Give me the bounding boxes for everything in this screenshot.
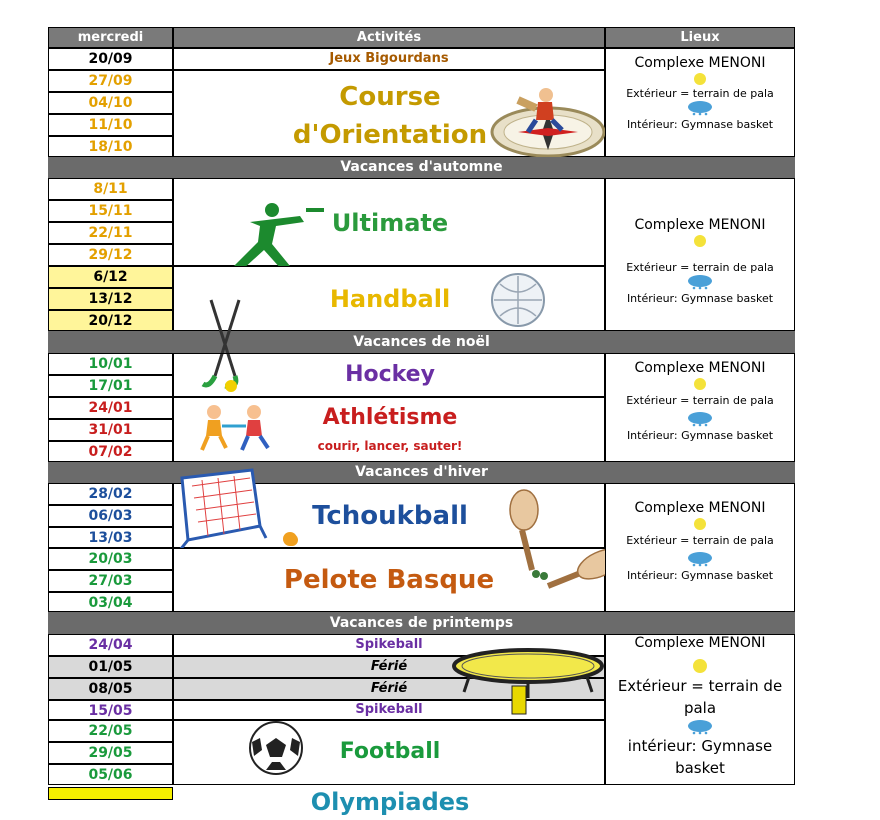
activity-spikeball: Spikeball (173, 700, 605, 720)
location-indoor-b: basket (675, 759, 725, 777)
sun-icon (606, 516, 794, 530)
date-cell: 22/11 (48, 222, 173, 244)
date-cell: 20/12 (48, 310, 173, 331)
date-cell: 13/03 (48, 527, 173, 548)
header-day: mercredi (48, 27, 173, 48)
location-name: Complexe MENONI (634, 217, 766, 233)
date-cell: 06/03 (48, 505, 173, 527)
date-cell: 10/01 (48, 353, 173, 375)
date-cell: 15/11 (48, 200, 173, 222)
date-cell: 8/11 (48, 178, 173, 200)
activity-football-title: Football (339, 739, 441, 764)
ultimate-player-icon (220, 200, 330, 272)
rain-cloud-icon (606, 274, 794, 290)
date-cell: 15/05 (48, 700, 173, 720)
date-cell: 08/05 (48, 678, 173, 700)
activity-tchoukball-title: Tchoukball (312, 501, 468, 531)
spikeball-net-icon (450, 646, 606, 718)
date-cell: 17/01 (48, 375, 173, 397)
activity-course-line1: Course (339, 82, 441, 112)
activity-ferie: Férié (173, 656, 605, 678)
header-activities: Activités (173, 27, 605, 48)
header-places: Lieux (605, 27, 795, 48)
sun-icon (606, 376, 794, 390)
location-cell-3 (605, 353, 795, 462)
date-cell: 13/12 (48, 288, 173, 310)
activity-athletisme-subtitle: courir, lancer, sauter! (317, 439, 463, 453)
activity-spikeball: Spikeball (173, 634, 605, 656)
date-cell: 31/01 (48, 419, 173, 441)
date-cell-partial (48, 787, 173, 800)
location-indoor: Intérieur: Gymnase basket (626, 429, 774, 442)
location-outdoor: Extérieur = terrain de pala (626, 87, 774, 100)
activity-hockey-title: Hockey (345, 362, 435, 387)
location-outdoor: Extérieur = terrain de pala (626, 261, 774, 274)
date-cell: 27/09 (48, 70, 173, 92)
separator-autumn: Vacances d'automne (48, 157, 795, 178)
location-outdoor: Extérieur = terrain de pala (626, 534, 774, 547)
separator-hiver: Vacances d'hiver (48, 462, 795, 483)
date-cell: 22/05 (48, 720, 173, 742)
kids-running-icon (196, 402, 276, 454)
activity-ferie: Férié (173, 678, 605, 700)
location-outdoor-a: Extérieur = terrain de (617, 677, 783, 695)
date-cell: 20/09 (48, 48, 173, 70)
location-name: Complexe MENONI (634, 500, 766, 516)
location-outdoor: Extérieur = terrain de pala (626, 394, 774, 407)
location-cell-5 (605, 634, 795, 785)
location-indoor: Intérieur: Gymnase basket (626, 292, 774, 305)
sun-icon (606, 71, 794, 85)
sun-icon (606, 233, 794, 247)
rain-cloud-icon (606, 719, 794, 735)
location-cell-2 (605, 178, 795, 331)
date-cell: 04/10 (48, 92, 173, 114)
location-indoor: Intérieur: Gymnase basket (626, 569, 774, 582)
separator-noel: Vacances de noël (48, 331, 795, 353)
location-name: Complexe MENONI (634, 635, 766, 651)
location-outdoor-b: pala (683, 699, 717, 717)
date-cell: 27/03 (48, 570, 173, 592)
date-cell: 24/01 (48, 397, 173, 419)
date-cell: 18/10 (48, 136, 173, 157)
rain-cloud-icon (606, 411, 794, 427)
location-cell-1 (605, 48, 795, 157)
date-cell: 05/06 (48, 764, 173, 785)
soccer-ball-icon (246, 720, 306, 776)
activity-jeux-bigourdans: Jeux Bigourdans (173, 48, 605, 70)
activity-course-title (280, 78, 500, 154)
compass-runner-icon (488, 70, 608, 157)
location-cell-4 (605, 483, 795, 612)
handball-ball-icon (490, 272, 546, 328)
date-cell: 11/10 (48, 114, 173, 136)
activity-course-line2: d'Orientation (292, 120, 488, 150)
date-cell: 29/12 (48, 244, 173, 266)
location-name: Complexe MENONI (634, 55, 766, 71)
location-name: Complexe MENONI (634, 360, 766, 376)
activity-athletisme-title: Athlétisme (322, 405, 458, 430)
sun-icon (606, 657, 794, 675)
activity-pelote-title: Pelote Basque (283, 565, 495, 595)
separator-printemps: Vacances de printemps (48, 612, 795, 634)
location-indoor-a: intérieur: Gymnase (627, 737, 773, 755)
date-cell: 01/05 (48, 656, 173, 678)
rain-cloud-icon (606, 100, 794, 116)
date-cell: 03/04 (48, 592, 173, 612)
tchoukball-ball-icon (283, 532, 297, 546)
date-cell: 6/12 (48, 266, 173, 288)
date-cell: 24/04 (48, 634, 173, 656)
activity-handball-title: Handball (329, 285, 451, 313)
activity-olympiades-partial: Olympiades (310, 788, 470, 816)
date-cell: 28/02 (48, 483, 173, 505)
activity-ultimate-title: Ultimate (331, 209, 449, 237)
date-cell: 07/02 (48, 441, 173, 462)
date-cell: 20/03 (48, 548, 173, 570)
tchoukball-frame-icon (172, 466, 268, 552)
date-cell: 29/05 (48, 742, 173, 764)
location-indoor: Intérieur: Gymnase basket (626, 118, 774, 131)
rain-cloud-icon (606, 551, 794, 567)
